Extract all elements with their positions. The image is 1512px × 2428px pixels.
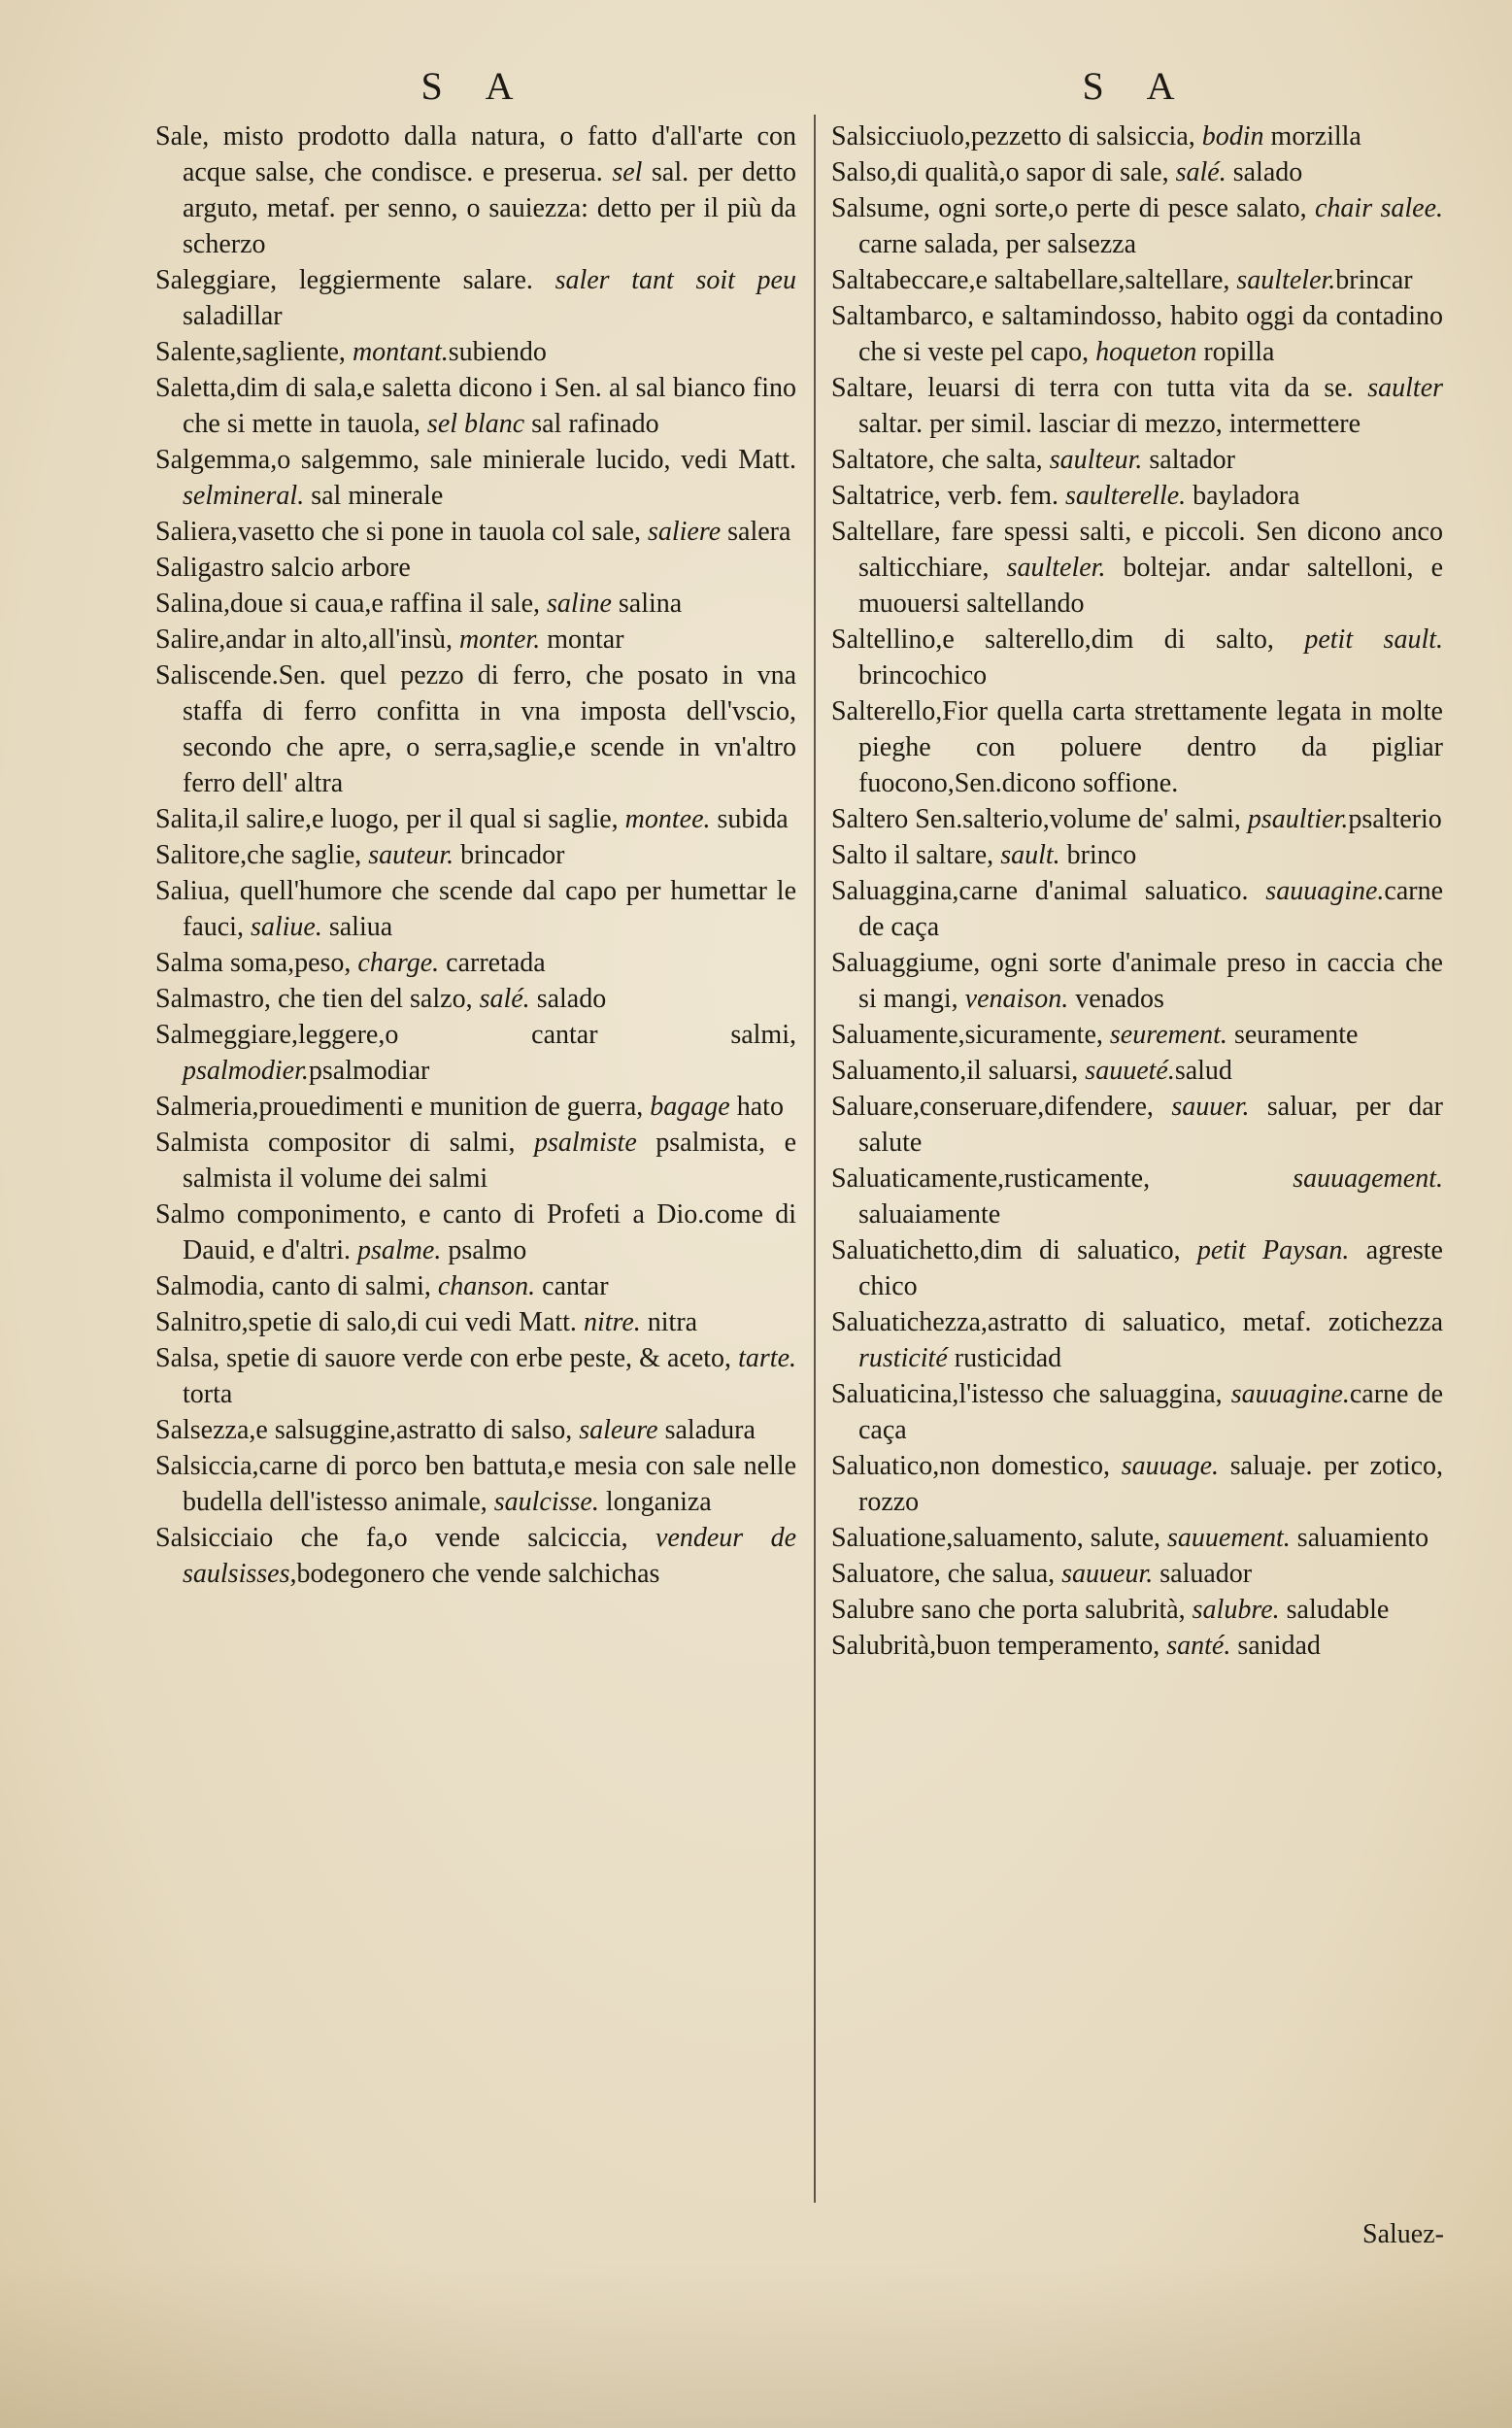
french-term: psaultier.: [1247, 804, 1349, 834]
spanish-term: subida: [710, 804, 789, 834]
dictionary-entry: [155, 1448, 796, 1520]
spanish-term: carne de caça: [858, 876, 1444, 942]
spanish-term: brincochico: [858, 660, 988, 691]
dictionary-entry: [831, 298, 1443, 370]
entry-text: Salgemma,o salgemmo, sale minierale lucido, vedi Matt.: [155, 445, 796, 475]
spanish-term: bodegonero che vende salchichas: [296, 1559, 660, 1589]
french-term: monter.: [458, 624, 541, 655]
entry-text: Salmodia, canto di salmi,: [155, 1271, 431, 1301]
entry-text: Salmastro, che tien del salzo,: [155, 984, 473, 1014]
entry-text: Salente,sagliente,: [155, 337, 346, 367]
french-term: saulteler.: [1006, 553, 1106, 583]
spanish-term: salado: [1226, 157, 1303, 187]
entry-text: Salitore,che saglie,: [155, 840, 362, 870]
left-entry-list: [155, 118, 796, 1592]
french-term: hoqueton: [1095, 337, 1197, 367]
spanish-term: sanidad: [1230, 1631, 1321, 1661]
dictionary-entry: [155, 1125, 796, 1197]
french-term: charge.: [357, 948, 440, 978]
french-term: saulter: [1367, 373, 1444, 403]
entry-text: Saltatrice, verb. fem.: [831, 481, 1059, 511]
dictionary-entry: [831, 478, 1443, 514]
entry-text: Saliera,vasetto che si pone in tauola col sale,: [155, 517, 641, 547]
entry-text: Salubre sano che porta salubrità,: [831, 1595, 1186, 1625]
entry-text: Salsume, ogni sorte,o perte di pesce salato,: [831, 193, 1307, 223]
french-term: petit Paysan.: [1196, 1235, 1350, 1265]
entry-text: Salsa, spetie di sauore verde con erbe peste, & aceto,: [155, 1343, 732, 1373]
right-column: [831, 58, 1443, 1664]
spanish-term: salera: [721, 517, 791, 547]
entry-text: Salire,andar in alto,all'insù,: [155, 624, 453, 655]
entry-text: Salsiccia,carne di porco ben battuta,e mesia con sale nelle budella dell'istesso animale,: [155, 1451, 796, 1517]
column-divider: [814, 115, 816, 2203]
entry-text: Saluatichezza,astratto di saluatico, metaf. zotichezza: [831, 1307, 1443, 1337]
right-header: S A: [1082, 64, 1193, 108]
dictionary-entry: [831, 1017, 1443, 1053]
dictionary-entry: [831, 1628, 1443, 1664]
left-header: S A: [420, 64, 531, 108]
dictionary-entry: [831, 1053, 1443, 1089]
spanish-term: agreste chico: [858, 1235, 1443, 1301]
french-term: rusticité: [858, 1343, 948, 1373]
entry-text: Saltare, leuarsi di terra con tutta vita da se.: [831, 373, 1354, 403]
entry-text: Salmeggiare,leggere,o cantar salmi,: [155, 1020, 796, 1050]
spanish-term: montar: [540, 624, 624, 655]
dictionary-entry: [831, 1232, 1443, 1304]
entry-text: Salsezza,e salsuggine,astratto di salso,: [155, 1415, 573, 1445]
dictionary-entry: [831, 442, 1443, 478]
entry-text: Salnitro,spetie di salo,di cui vedi Matt.: [155, 1307, 577, 1337]
spanish-term: saluaje. per zotico, rozzo: [858, 1451, 1444, 1517]
french-term: saulteur.: [1049, 445, 1143, 475]
dictionary-entry: [155, 622, 796, 658]
spanish-term: saladura: [657, 1415, 756, 1445]
entry-text: Saltellare, fare spessi salti, e piccoli. Sen dicono anco salticchiare,: [831, 517, 1443, 583]
spanish-term: saluaiamente: [858, 1199, 1001, 1230]
spanish-term: saluar, per dar salute: [858, 1092, 1443, 1158]
french-term: saler tant soit peu: [554, 265, 796, 295]
french-term: saliue.: [250, 912, 322, 942]
spanish-term: seuramente: [1226, 1020, 1359, 1050]
spanish-term: subiendo: [448, 337, 547, 367]
spanish-term: venados: [1068, 984, 1164, 1014]
french-term: sauuer.: [1171, 1092, 1250, 1122]
entry-text: Saleggiare, leggiermente salare.: [155, 265, 533, 295]
entry-text: Salmeria,prouedimenti e munition de guerra,: [155, 1092, 644, 1122]
dictionary-entry: [155, 1520, 796, 1592]
dictionary-entry: [831, 1520, 1443, 1556]
spanish-term: carretada: [439, 948, 546, 978]
spanish-term: psalmo: [441, 1235, 527, 1265]
french-term: sauuement.: [1167, 1523, 1291, 1553]
dictionary-entry: [831, 1592, 1443, 1628]
spanish-term: longaniza: [598, 1487, 712, 1517]
french-term: seurement.: [1109, 1020, 1227, 1050]
dictionary-entry: [831, 1089, 1443, 1161]
dictionary-entry: [155, 118, 796, 262]
french-term: chair salee.: [1314, 193, 1443, 223]
spanish-term: saluamiento: [1290, 1523, 1429, 1553]
spanish-term: ropilla: [1196, 337, 1275, 367]
french-term: sauuage.: [1121, 1451, 1220, 1481]
dictionary-entry: [155, 370, 796, 442]
spanish-term: torta: [183, 1379, 233, 1409]
spanish-term: hato: [729, 1092, 784, 1122]
dictionary-entry: [155, 334, 796, 370]
french-term: saliere: [647, 517, 722, 547]
dictionary-entry: [831, 945, 1443, 1017]
entry-text: Saliua, quell'humore che scende dal capo per humettar le fauci,: [155, 876, 796, 942]
entry-text: Saluaggiume, ogni sorte d'animale preso in caccia che si mangi,: [831, 948, 1443, 1014]
spanish-term: brinco: [1059, 840, 1137, 870]
french-term: salé.: [1175, 157, 1226, 187]
spanish-term: sal rafinado: [524, 409, 659, 439]
french-term: sauueté.: [1085, 1056, 1175, 1086]
spanish-term: psalmista, e salmista il volume dei salmi: [183, 1128, 797, 1194]
dictionary-entry: [831, 873, 1443, 945]
entry-text: Saletta,dim di sala,e saletta dicono i Sen. al sal bianco fino che si mette in tauola,: [155, 373, 796, 439]
french-term: sel blanc: [426, 409, 525, 439]
french-term: sel: [612, 157, 643, 187]
dictionary-entry: [831, 1161, 1443, 1232]
dictionary-entry: [831, 1448, 1443, 1520]
dictionary-entry: [155, 1017, 796, 1089]
entry-text: Saluatichetto,dim di saluatico,: [831, 1235, 1181, 1265]
french-term: selmineral.: [183, 481, 305, 511]
dictionary-entry: [155, 262, 796, 334]
dictionary-entry: [831, 154, 1443, 190]
french-term: santé.: [1166, 1631, 1231, 1661]
french-term: sauteur.: [368, 840, 454, 870]
spanish-term: saliua: [321, 912, 393, 942]
spanish-term: carne salada, per salsezza: [858, 229, 1137, 259]
french-term: sault.: [1000, 840, 1060, 870]
dictionary-entry: [155, 550, 796, 586]
dictionary-entry: [155, 981, 796, 1017]
dictionary-entry: [155, 1268, 796, 1304]
french-term: montant.: [352, 337, 449, 367]
entry-text: Saluatore, che salua,: [831, 1559, 1056, 1589]
spanish-term: brincar: [1335, 265, 1413, 295]
french-term: sauuagine.: [1265, 876, 1385, 906]
entry-text: Salmista compositor di salmi,: [155, 1128, 516, 1158]
entry-text: Salita,il salire,e luogo, per il qual si saglie,: [155, 804, 619, 834]
french-term: bodin: [1201, 121, 1264, 152]
dictionary-entry: [155, 837, 796, 873]
spanish-term: rusticidad: [947, 1343, 1062, 1373]
french-term: montee.: [624, 804, 711, 834]
french-term: saulterelle.: [1065, 481, 1187, 511]
right-entry-list: [831, 118, 1443, 1664]
french-term: bagage: [650, 1092, 730, 1122]
entry-text: Saligastro salcio arbore: [155, 553, 411, 583]
entry-text: Saluaticina,l'istesso che saluaggina,: [831, 1379, 1223, 1409]
spanish-term: carne de caça: [858, 1379, 1443, 1445]
french-term: petit sault.: [1304, 624, 1443, 655]
dictionary-entry: [155, 1197, 796, 1268]
spanish-term: sal minerale: [304, 481, 444, 511]
spanish-term: sal. per detto arguto, metaf. per senno, o sauiezza: detto per il più da scherzo: [183, 157, 797, 259]
spanish-term: saladillar: [183, 301, 283, 331]
spanish-term: cantar: [535, 1271, 609, 1301]
entry-text: Saluamento,il saluarsi,: [831, 1056, 1079, 1086]
entry-text: Saltambarco, e saltamindosso, habito oggi da contadino che si veste pel capo,: [831, 301, 1443, 367]
french-term: saline: [547, 589, 612, 619]
dictionary-entry: [831, 262, 1443, 298]
entry-text: Saltatore, che salta,: [831, 445, 1043, 475]
entry-text: Saluare,conseruare,difendere,: [831, 1092, 1154, 1122]
french-term: saleure: [579, 1415, 658, 1445]
entry-text: Saliscende.Sen. quel pezzo di ferro, che posato in vna staffa di ferro confitta in vna imposta dell'vscio, secondo che apre, o serra,saglie,e scende in vn'altro ferro dell' altra: [155, 660, 796, 798]
entry-text: Salto il saltare,: [831, 840, 994, 870]
dictionary-entry: [155, 1412, 796, 1448]
dictionary-entry: [155, 1340, 796, 1412]
dictionary-entry: [155, 1089, 796, 1125]
french-term: nitre.: [583, 1307, 641, 1337]
entry-text: Salso,di qualità,o sapor di sale,: [831, 157, 1169, 187]
entry-text: Sale, misto prodotto dalla natura, o fatto d'all'arte con acque salse, che condisce. e preserua.: [155, 121, 796, 187]
french-term: psalmodier.: [183, 1056, 309, 1086]
entry-text: Salina,doue si caua,e raffina il sale,: [155, 589, 540, 619]
spanish-term: salado: [529, 984, 607, 1014]
spanish-term: nitra: [640, 1307, 698, 1337]
french-term: salubre.: [1192, 1595, 1280, 1625]
entry-text: Saluaggina,carne d'animal saluatico.: [831, 876, 1249, 906]
french-term: psalmiste: [533, 1128, 637, 1158]
left-column: [155, 58, 796, 1592]
dictionary-entry: [155, 658, 796, 801]
french-term: sauueur.: [1061, 1559, 1154, 1589]
french-term: tarte.: [738, 1343, 797, 1373]
dictionary-entry: [831, 693, 1443, 801]
entry-text: Saluamente,sicuramente,: [831, 1020, 1103, 1050]
spanish-term: psalmodiar: [308, 1056, 430, 1086]
entry-text: Salma soma,peso,: [155, 948, 352, 978]
entry-text: Salsicciaio che fa,o vende salciccia,: [155, 1523, 628, 1553]
entry-text: Salmo componimento, e canto di Profeti a Dio.come di Dauid, e d'altri.: [155, 1199, 796, 1265]
dictionary-entry: [831, 1304, 1443, 1376]
french-term: psalme.: [357, 1235, 442, 1265]
page-stain: [0, 2263, 1512, 2428]
spanish-term: bayladora: [1186, 481, 1300, 511]
entry-text: Saltero Sen.salterio,volume de' salmi,: [831, 804, 1241, 834]
dictionary-entry: [155, 873, 796, 945]
dictionary-entry: [831, 622, 1443, 693]
entry-text: Saltellino,e salterello,dim di salto,: [831, 624, 1274, 655]
dictionary-entry: [831, 1556, 1443, 1592]
dictionary-entry: [831, 190, 1443, 262]
spanish-term: salud: [1174, 1056, 1232, 1086]
spanish-term: saluador: [1153, 1559, 1253, 1589]
spanish-term: brincador: [454, 840, 565, 870]
entry-text: Salterello,Fior quella carta strettamente legata in molte pieghe con poluere dentro da pigliar fuocono,Sen.dicono soffione.: [831, 696, 1443, 798]
dictionary-entry: [155, 1304, 796, 1340]
entry-text: Saltabeccare,e saltabellare,saltellare,: [831, 265, 1230, 295]
entry-text: Saluaticamente,rusticamente,: [831, 1163, 1151, 1194]
entry-text: Saluatico,non domestico,: [831, 1451, 1110, 1481]
french-term: vendeur de saulsisses,: [183, 1523, 796, 1589]
dictionary-entry: [155, 442, 796, 514]
spanish-term: saltar. per simil. lasciar di mezzo, intermettere: [858, 409, 1361, 439]
dictionary-entry: [155, 514, 796, 550]
dictionary-entry: [831, 801, 1443, 837]
entry-text: Saluatione,saluamento, salute,: [831, 1523, 1161, 1553]
entry-text: Salubrità,buon temperamento,: [831, 1631, 1160, 1661]
spanish-term: salina: [611, 589, 683, 619]
dictionary-entry: [155, 586, 796, 622]
catchword: Saluez-: [1362, 2219, 1444, 2249]
spanish-term: morzilla: [1263, 121, 1361, 152]
dictionary-entry: [831, 514, 1443, 622]
french-term: venaison.: [964, 984, 1069, 1014]
dictionary-entry: [831, 1376, 1443, 1448]
spanish-term: saludable: [1279, 1595, 1390, 1625]
french-term: chanson.: [437, 1271, 536, 1301]
dictionary-entry: [155, 945, 796, 981]
spanish-term: boltejar. andar saltelloni, e muouersi saltellando: [858, 553, 1443, 619]
french-term: salé.: [479, 984, 530, 1014]
french-term: sauuagement.: [1293, 1163, 1443, 1194]
dictionary-entry: [831, 118, 1443, 154]
french-term: sauuagine.: [1230, 1379, 1350, 1409]
dictionary-entry: [831, 837, 1443, 873]
dictionary-entry: [155, 801, 796, 837]
french-term: saulcisse.: [493, 1487, 599, 1517]
french-term: saulteler.: [1236, 265, 1336, 295]
spanish-term: saltador: [1142, 445, 1236, 475]
entry-text: Salsicciuolo,pezzetto di salsiccia,: [831, 121, 1195, 152]
dictionary-entry: [831, 370, 1443, 442]
spanish-term: psalterio: [1348, 804, 1442, 834]
